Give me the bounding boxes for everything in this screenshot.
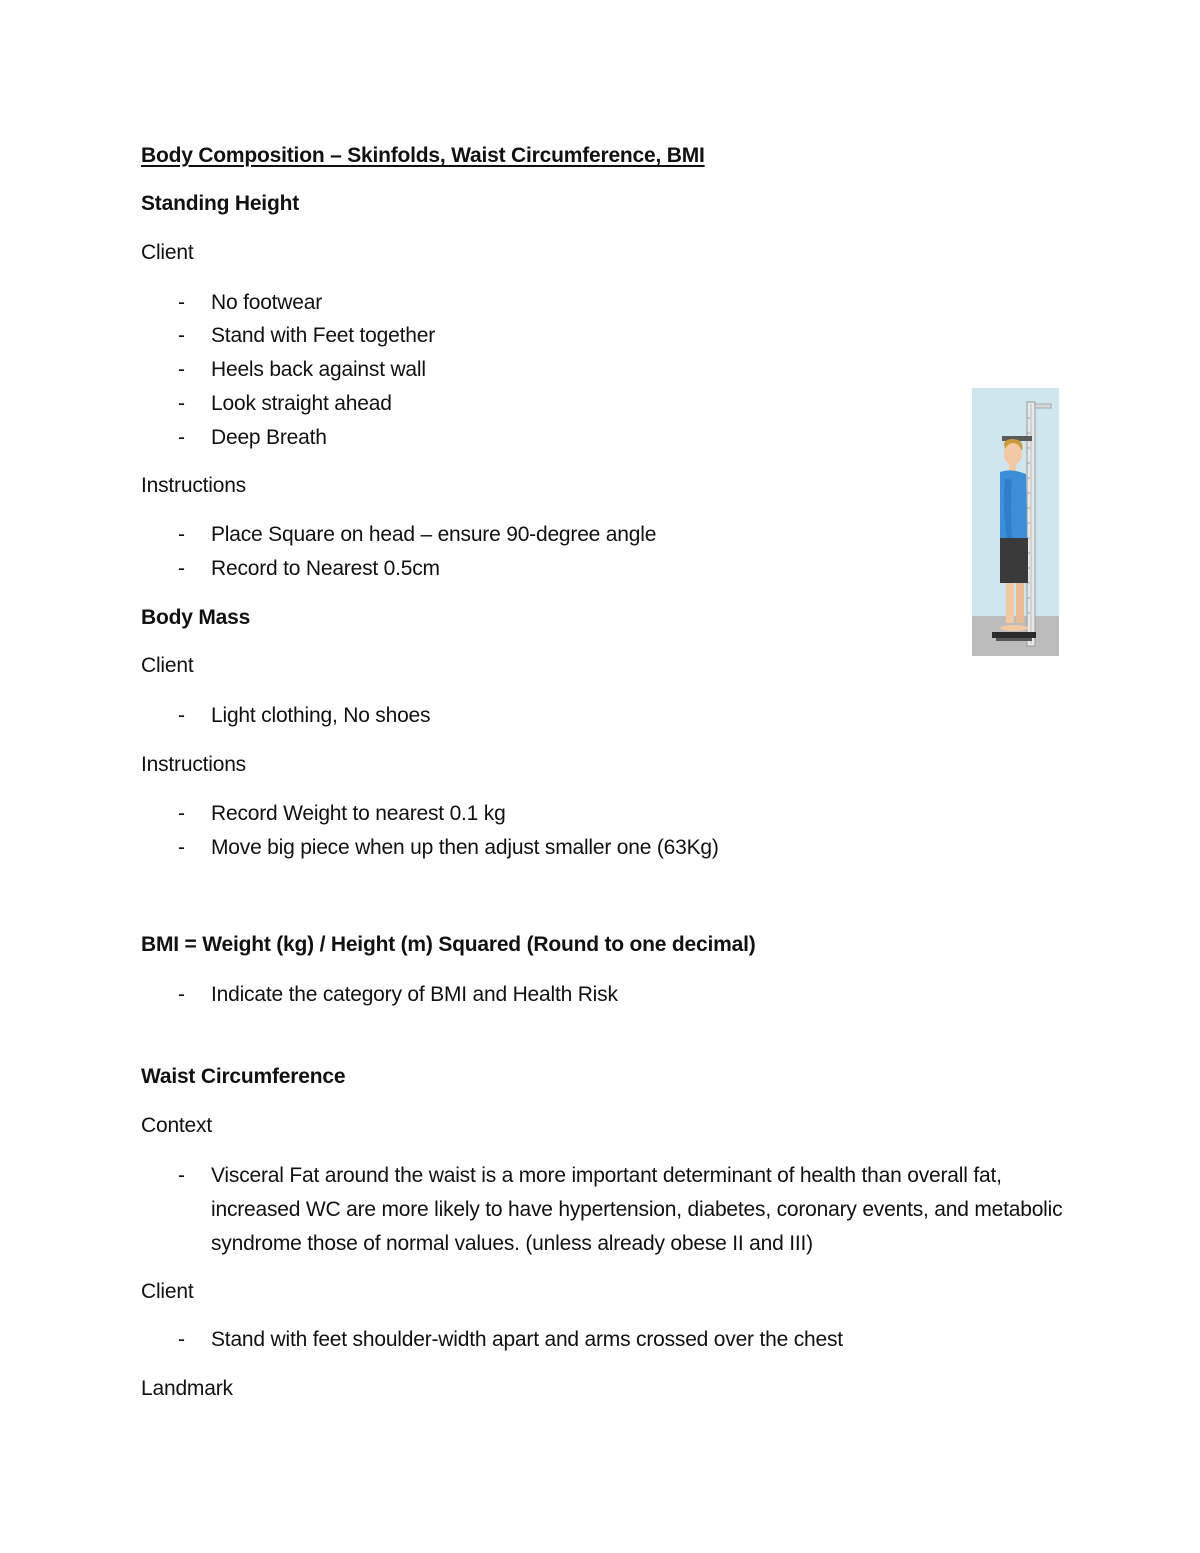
standing-height-instructions-label: Instructions xyxy=(141,474,246,497)
bullet-dash: - xyxy=(178,291,185,314)
list-item: Indicate the category of BMI and Health Risk xyxy=(211,983,618,1006)
bullet-dash: - xyxy=(178,836,185,859)
bmi-heading: BMI = Weight (kg) / Height (m) Squared (Round to one decimal) xyxy=(141,933,756,956)
list-item: Light clothing, No shoes xyxy=(211,704,431,727)
list-item: Stand with Feet together xyxy=(211,324,436,347)
list-item: Place Square on head – ensure 90-degree angle xyxy=(211,523,657,546)
bullet-dash: - xyxy=(178,426,185,449)
body-mass-client-label: Client xyxy=(141,654,194,677)
bullet-dash: - xyxy=(178,523,185,546)
list-item: Deep Breath xyxy=(211,426,327,449)
list-item: Look straight ahead xyxy=(211,392,392,415)
list-item: Record to Nearest 0.5cm xyxy=(211,557,440,580)
bullet-dash: - xyxy=(178,358,185,381)
body-mass-instructions-label: Instructions xyxy=(141,753,246,776)
bullet-dash: - xyxy=(178,1328,185,1351)
list-item: Heels back against wall xyxy=(211,358,426,381)
list-item: Record Weight to nearest 0.1 kg xyxy=(211,802,506,825)
bullet-dash: - xyxy=(178,704,185,727)
bullet-dash: - xyxy=(178,802,185,825)
body-mass-heading: Body Mass xyxy=(141,606,251,629)
waist-landmark-label: Landmark xyxy=(141,1377,233,1400)
bullet-dash: - xyxy=(178,557,185,580)
waist-heading: Waist Circumference xyxy=(141,1065,346,1088)
waist-client-label: Client xyxy=(141,1280,194,1303)
list-item: Visceral Fat around the waist is a more important determinant of health than overall fat, increased WC are more likely to have hypertension, diabetes, coronary events, and metabolic syndrome those of normal values. (unless already obese II and III) xyxy=(211,1164,1063,1255)
standing-height-heading: Standing Height xyxy=(141,192,299,215)
bullet-dash: - xyxy=(178,324,185,347)
standing-height-client-label: Client xyxy=(141,241,194,264)
bullet-dash: - xyxy=(178,1164,185,1187)
stadiometer-icon xyxy=(972,388,1059,656)
bullet-dash: - xyxy=(178,983,185,1006)
list-item: Move big piece when up then adjust smaller one (63Kg) xyxy=(211,836,719,859)
list-item: No footwear xyxy=(211,291,323,314)
waist-context-label: Context xyxy=(141,1114,212,1137)
document-title: Body Composition – Skinfolds, Waist Circumference, BMI xyxy=(141,144,705,167)
list-item: Stand with feet shoulder-width apart and arms crossed over the chest xyxy=(211,1328,843,1351)
stadiometer-person-illustration xyxy=(972,388,1059,656)
bullet-dash: - xyxy=(178,392,185,415)
